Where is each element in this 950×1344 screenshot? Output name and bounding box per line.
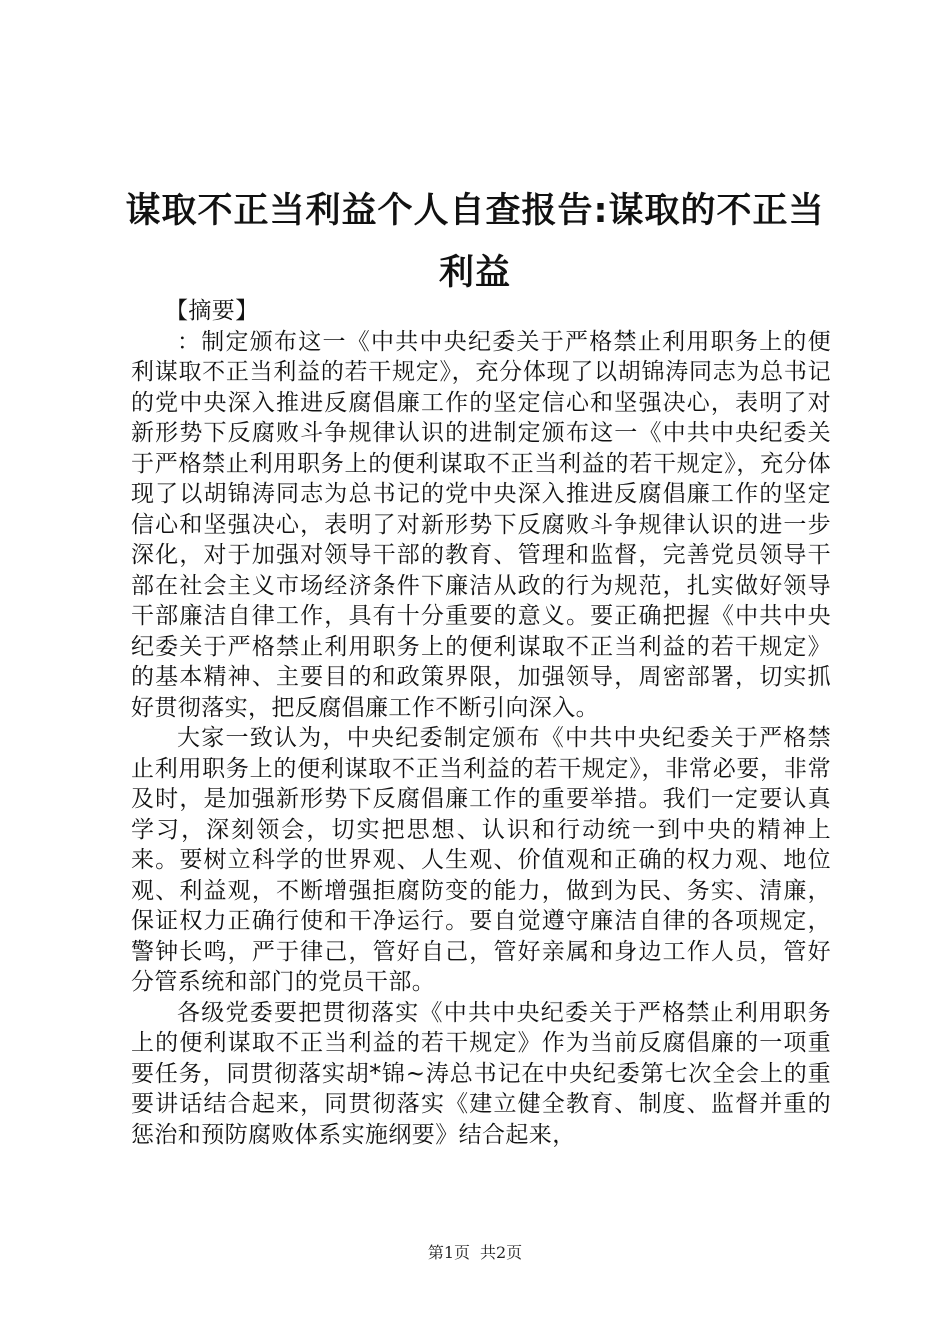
document-body <box>131 296 831 1150</box>
paragraph-1: ：制定颁布这一《中共中央纪委关于严格禁止利用职务上的便利谋取不正当利益的若干规定》，充分体现了以胡锦涛同志为总书记的党中央深入推进反腐倡廉工作的坚定信心和坚强决心，表明了对新形势下反腐败斗争规律认识的进制定颁布这一《中共中央纪委关于严格禁止利用职务上的便利谋取不正当利益的若干规定》，充分体现了以胡锦涛同志为总书记的党中央深入推进反腐倡廉工作的坚定信心和坚强决心，表明了对新形势下反腐败斗争规律认识的进一步深化，对于加强对领导干部的教育、管理和监督，完善党员领导干部在社会主义市场经济条件下廉洁从政的行为规范，扎实做好领导干部廉洁自律工作，具有十分重要的意义。要正确把握《中共中央纪委关于严格禁止利用职务上的便利谋取不正当利益的若干规定》的基本精神、主要目的和政策界限，加强领导，周密部署，切实抓好贯彻落实，把反腐倡廉工作不断引向深入。 <box>131 328 831 721</box>
abstract-label: 【摘要】 <box>165 298 259 324</box>
page-footer <box>0 1242 950 1264</box>
page-number: 第1页 <box>427 1243 470 1262</box>
document-title: 谋取不正当利益个人自查报告:谋取的不正当利益 <box>125 191 825 293</box>
paragraph-2: 大家一致认为，中央纪委制定颁布《中共中央纪委关于严格禁止利用职务上的便利谋取不正当利益的若干规定》，非常必要，非常及时，是加强新形势下反腐倡廉工作的重要举措。我们一定要认真学习，深刻领会，切实把思想、认识和行动统一到中央的精神上来。要树立科学的世界观、人生观、价值观和正确的权力观、地位观、利益观，不断增强拒腐防变的能力，做到为民、务实、清廉，保证权力正确行使和干净运行。要自觉遵守廉洁自律的各项规定，警钟长鸣，严于律己，管好自己，管好亲属和身边工作人员，管好分管系统和部门的党员干部。 <box>131 725 831 995</box>
paragraph-3: 各级党委要把贯彻落实《中共中央纪委关于严格禁止利用职务上的便利谋取不正当利益的若干规定》作为当前反腐倡廉的一项重要任务，同贯彻落实胡*锦~涛总书记在中央纪委第七次全会上的重要讲话结合起来，同贯彻落实《建立健全教育、制度、监督并重的惩治和预防腐败体系实施纲要》结合起来， <box>131 999 831 1148</box>
page-total: 共2页 <box>480 1243 523 1262</box>
